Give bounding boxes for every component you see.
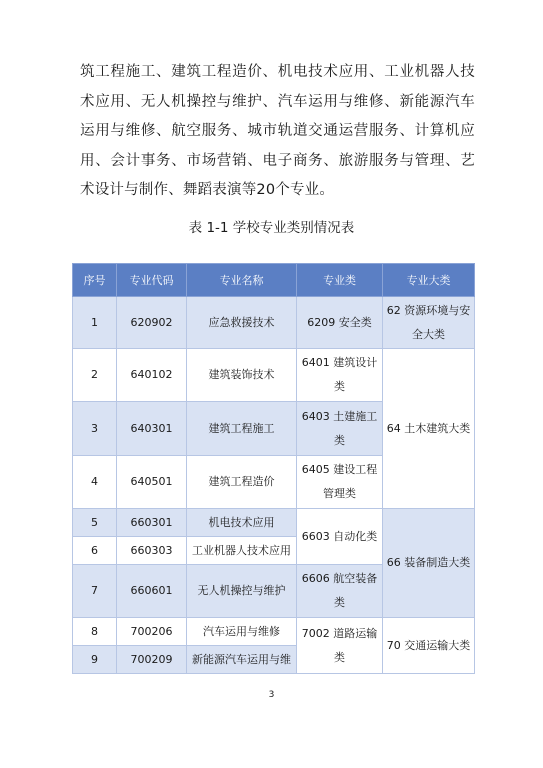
row-no: 2 [73, 349, 117, 402]
row-code: 620902 [117, 297, 187, 349]
row-name: 工业机器人技术应用 [187, 537, 297, 565]
row-name: 建筑工程造价 [187, 456, 297, 509]
row-category: 6209 安全类 [297, 297, 383, 349]
body-paragraph: 筑工程施工、建筑工程造价、机电技术应用、工业机器人技术应用、无人机操控与维护、汽车运用与维修、新能源汽车运用与维修、航空服务、城市轨道交通运营服务、计算机应用、会计事务、市场营销、电子商务、旅游服务与管理、艺术设计与制作、舞蹈表演等20个专业。 [80, 64, 475, 198]
table-row [73, 349, 475, 402]
row-category: 6606 航空装备类 [297, 565, 383, 618]
row-code: 660601 [117, 565, 187, 618]
header-no: 序号 [73, 264, 117, 297]
row-name: 建筑装饰技术 [187, 349, 297, 402]
row-name: 建筑工程施工 [187, 402, 297, 456]
table-row [73, 297, 475, 349]
row-category: 6401 建筑设计类 [297, 349, 383, 402]
page-number: 3 [268, 690, 275, 700]
row-category: 6603 自动化类 [297, 509, 383, 565]
row-name: 无人机操控与维护 [187, 565, 297, 618]
table-header-row [73, 264, 475, 297]
row-name: 新能源汽车运用与维 [187, 646, 297, 674]
row-major-category: 62 资源环境与安全大类 [383, 297, 475, 349]
row-no: 5 [73, 509, 117, 537]
row-code: 660301 [117, 509, 187, 537]
header-code: 专业代码 [117, 264, 187, 297]
row-major-category: 70 交通运输大类 [383, 618, 475, 674]
row-category: 7002 道路运输类 [297, 618, 383, 674]
table-caption: 表 1-1 学校专业类别情况表 [188, 220, 355, 236]
row-name: 应急救援技术 [187, 297, 297, 349]
row-code: 700206 [117, 618, 187, 646]
row-code: 700209 [117, 646, 187, 674]
row-category: 6403 土建施工类 [297, 402, 383, 456]
row-code: 640501 [117, 456, 187, 509]
table-row [73, 618, 475, 646]
header-major-category: 专业大类 [383, 264, 475, 297]
table-row [73, 509, 475, 537]
row-no: 1 [73, 297, 117, 349]
row-no: 4 [73, 456, 117, 509]
row-name: 汽车运用与维修 [187, 618, 297, 646]
row-no: 8 [73, 618, 117, 646]
header-category: 专业类 [297, 264, 383, 297]
row-code: 640301 [117, 402, 187, 456]
row-code: 640102 [117, 349, 187, 402]
row-name: 机电技术应用 [187, 509, 297, 537]
row-no: 9 [73, 646, 117, 674]
row-no: 7 [73, 565, 117, 618]
row-major-category: 66 装备制造大类 [383, 509, 475, 618]
row-no: 6 [73, 537, 117, 565]
row-category: 6405 建设工程管理类 [297, 456, 383, 509]
major-category-table [72, 263, 475, 674]
header-name: 专业名称 [187, 264, 297, 297]
row-major-category: 64 土木建筑大类 [383, 349, 475, 509]
row-no: 3 [73, 402, 117, 456]
row-code: 660303 [117, 537, 187, 565]
